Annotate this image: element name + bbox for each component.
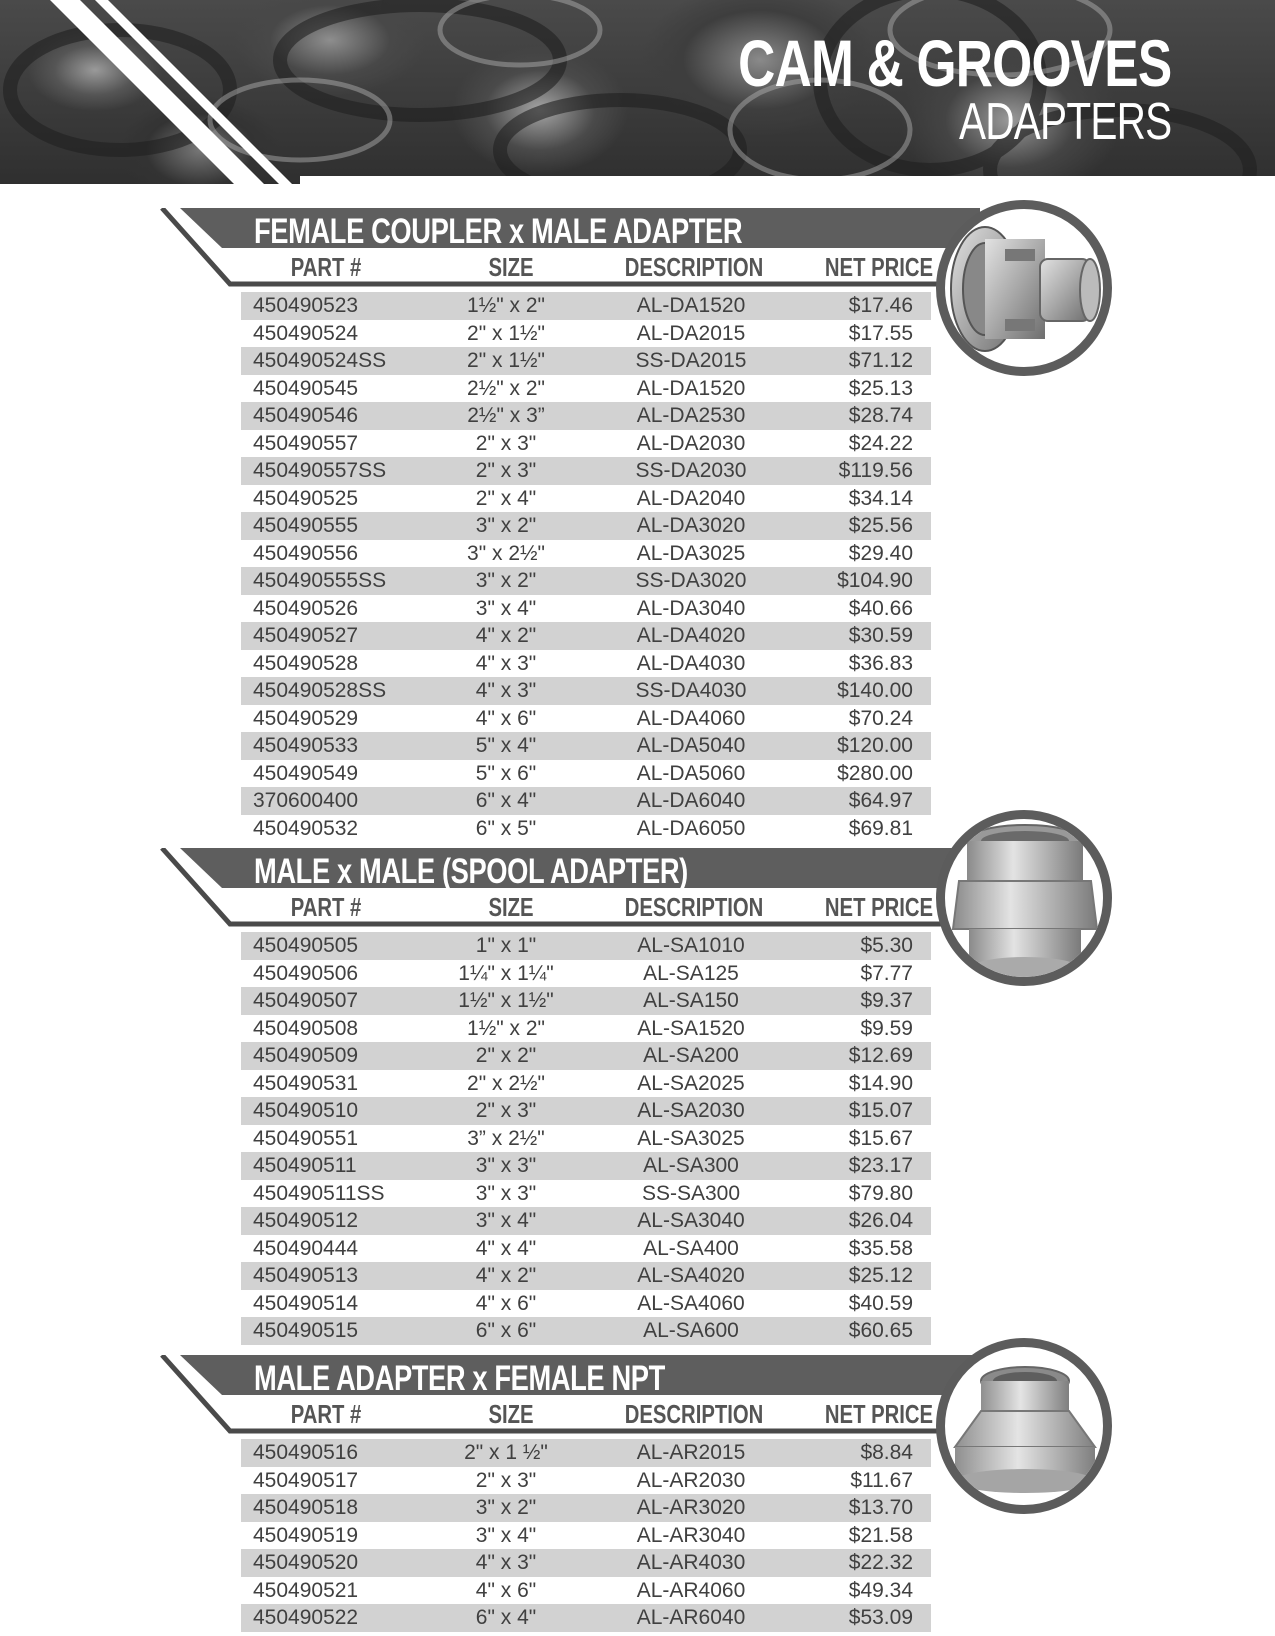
cell-part-number: 450490512: [253, 1209, 359, 1232]
cell-part-number: 450490444: [253, 1236, 359, 1260]
column-header-part: PART #: [290, 252, 362, 282]
cell-net-price: $28.74: [848, 404, 913, 427]
column-header-part: PART #: [290, 892, 362, 922]
cell-description: AL-DA5040: [636, 734, 746, 757]
cell-net-price: $14.90: [848, 1071, 913, 1095]
section-title: MALE x MALE (SPOOL ADAPTER): [254, 852, 688, 891]
cell-net-price: $8.84: [860, 1441, 913, 1464]
table-row: [241, 1070, 931, 1098]
cell-net-price: $24.22: [848, 431, 913, 455]
column-header-price: NET PRICE: [824, 892, 934, 922]
column-header-part: PART #: [290, 1399, 362, 1429]
table-row: [241, 732, 931, 760]
cell-size: 4" x 3": [475, 679, 537, 702]
cell-part-number: 450490549: [253, 761, 359, 785]
cell-size: 4" x 3": [475, 1551, 537, 1574]
table-row: [241, 1125, 931, 1153]
cell-description: AL-SA2025: [637, 1071, 745, 1095]
cell-description: AL-DA4030: [636, 651, 746, 675]
table-row: [241, 1494, 931, 1522]
cell-size: 1¼" x 1¼": [458, 961, 554, 985]
cell-description: SS-DA2030: [635, 459, 747, 482]
spool-adapter-photo-icon: [936, 810, 1112, 986]
cell-part-number: 450490516: [253, 1441, 359, 1464]
column-header-description: DESCRIPTION: [624, 252, 764, 282]
table-row: [241, 1207, 931, 1235]
cell-size: 2" x 3": [475, 459, 537, 482]
cell-description: AL-SA125: [643, 961, 739, 985]
cell-net-price: $49.34: [848, 1578, 913, 1602]
cell-part-number: 450490508: [253, 1016, 359, 1040]
table-row: [241, 1290, 931, 1318]
cell-part-number: 450490525: [253, 486, 359, 510]
table-row: [241, 650, 931, 678]
table-row: [241, 760, 931, 788]
cell-description: AL-SA1010: [637, 934, 745, 957]
cell-description: AL-AR3040: [636, 1523, 746, 1547]
cell-part-number: 450490528: [253, 651, 359, 675]
cell-net-price: $30.59: [848, 624, 913, 647]
cell-net-price: $29.40: [848, 541, 913, 565]
table-row: [241, 1467, 931, 1495]
cell-description: AL-SA200: [643, 1044, 739, 1067]
cell-size: 3" x 3": [475, 1181, 537, 1205]
table-row: [241, 320, 931, 348]
cell-net-price: $79.80: [848, 1181, 913, 1205]
cell-size: 6" x 6": [475, 1319, 537, 1342]
cell-part-number: 450490509: [253, 1044, 359, 1067]
cell-size: 1½" x 2": [467, 294, 545, 317]
table-row: [241, 512, 931, 540]
cell-part-number: 450490511: [253, 1154, 357, 1177]
cell-part-number: 450490532: [253, 816, 359, 840]
cell-description: AL-DA6050: [636, 816, 746, 840]
cell-size: 5" x 4": [475, 734, 537, 757]
cell-size: 2" x 3": [475, 1099, 537, 1122]
table-row: [241, 1439, 931, 1467]
cell-part-number: 450490523: [253, 294, 359, 317]
cell-size: 6" x 4": [475, 1606, 537, 1629]
cell-net-price: $7.77: [860, 961, 913, 985]
cell-net-price: $25.13: [848, 376, 913, 400]
cell-net-price: $26.04: [848, 1209, 913, 1232]
table-row: [241, 1262, 931, 1290]
cell-part-number: 450490510: [253, 1099, 359, 1122]
cell-part-number: 450490518: [253, 1496, 359, 1519]
cell-description: AL-AR2030: [636, 1468, 746, 1492]
cell-description: AL-DA4060: [636, 706, 746, 730]
cell-net-price: $140.00: [837, 679, 913, 702]
cell-part-number: 450490557: [253, 431, 359, 455]
cell-size: 2" x 1½": [467, 349, 545, 372]
cell-net-price: $9.59: [860, 1016, 913, 1040]
cell-size: 2½" x 3”: [467, 404, 545, 427]
cell-part-number: 450490515: [253, 1319, 359, 1342]
cell-net-price: $15.07: [848, 1099, 913, 1122]
header-banner: [0, 0, 1275, 192]
cell-part-number: 450490555SS: [253, 569, 387, 592]
cell-description: SS-DA2015: [635, 349, 747, 372]
cell-description: AL-DA2530: [636, 404, 746, 427]
table-row: [241, 1097, 931, 1125]
table-row: [241, 787, 931, 815]
cell-net-price: $40.66: [848, 596, 913, 620]
table-row: [241, 540, 931, 568]
cell-description: AL-SA3025: [637, 1126, 745, 1150]
cell-description: SS-SA300: [641, 1181, 741, 1205]
cell-size: 5" x 6": [475, 761, 537, 785]
table-row: [241, 595, 931, 623]
male-adapter-female-npt-photo-icon: [936, 1338, 1112, 1514]
cell-part-number: 450490520: [253, 1551, 359, 1574]
cell-net-price: $40.59: [848, 1291, 913, 1315]
cell-net-price: $104.90: [837, 569, 913, 592]
cell-part-number: 450490522: [253, 1606, 359, 1629]
cell-size: 4" x 2": [475, 1264, 537, 1287]
cell-description: AL-SA4060: [637, 1291, 745, 1315]
column-header-price: NET PRICE: [824, 1399, 934, 1429]
column-header-price: NET PRICE: [824, 252, 934, 282]
cell-description: AL-DA3025: [636, 541, 746, 565]
cell-part-number: 450490529: [253, 706, 359, 730]
cell-part-number: 450490545: [253, 376, 359, 400]
table-row: [241, 1235, 931, 1263]
cell-size: 2" x 3": [475, 431, 537, 455]
cell-size: 2" x 3": [475, 1468, 537, 1492]
cell-description: AL-DA3020: [636, 514, 746, 537]
cell-size: 3" x 4": [475, 1209, 537, 1232]
cell-part-number: 450490513: [253, 1264, 359, 1287]
column-header-size: SIZE: [488, 1399, 534, 1429]
cell-part-number: 450490526: [253, 596, 359, 620]
cell-part-number: 450490528SS: [253, 679, 387, 702]
cell-size: 2" x 1½": [467, 321, 545, 345]
cell-part-number: 450490517: [253, 1468, 359, 1492]
table-row: [241, 457, 931, 485]
cell-part-number: 450490533: [253, 734, 359, 757]
cell-part-number: 450490527: [253, 624, 359, 647]
column-header-size: SIZE: [488, 252, 534, 282]
cell-net-price: $71.12: [848, 349, 913, 372]
cell-size: 3" x 2½": [467, 541, 545, 565]
table-row: [241, 677, 931, 705]
cell-net-price: $70.24: [848, 706, 913, 730]
cell-description: AL-SA1520: [637, 1016, 745, 1040]
price-table: [241, 932, 931, 1345]
cell-description: AL-DA1520: [636, 376, 746, 400]
cell-part-number: 450490531: [253, 1071, 359, 1095]
cell-description: AL-DA2030: [636, 431, 746, 455]
cell-net-price: $12.69: [848, 1044, 913, 1067]
table-row: [241, 430, 931, 458]
table-row: [241, 1042, 931, 1070]
banner-title-main: CAM & GROOVES: [737, 26, 1171, 100]
cell-part-number: 450490519: [253, 1523, 359, 1547]
cell-part-number: 450490551: [253, 1126, 359, 1150]
banner-title-sub: ADAPTERS: [958, 93, 1171, 151]
price-table: [241, 292, 931, 842]
table-row: [241, 987, 931, 1015]
cell-description: AL-AR6040: [636, 1606, 746, 1629]
female-coupler-male-adapter-photo-icon: [936, 200, 1112, 376]
cell-net-price: $35.58: [848, 1236, 913, 1260]
cell-part-number: 450490521: [253, 1578, 359, 1602]
cell-description: AL-DA4020: [636, 624, 746, 647]
cell-size: 6" x 5": [475, 816, 537, 840]
cell-size: 4" x 6": [475, 706, 537, 730]
cell-description: AL-AR3020: [636, 1496, 746, 1519]
cell-size: 2" x 4": [475, 486, 537, 510]
cell-size: 4" x 6": [475, 1291, 537, 1315]
cell-net-price: $60.65: [848, 1319, 913, 1342]
cell-size: 6" x 4": [475, 789, 537, 812]
table-row: [241, 1522, 931, 1550]
cell-net-price: $36.83: [848, 651, 913, 675]
price-table: [241, 1439, 931, 1632]
cell-description: SS-DA3020: [635, 569, 747, 592]
table-row: [241, 705, 931, 733]
cell-size: 1½" x 2": [467, 1016, 545, 1040]
cell-size: 1" x 1": [475, 934, 537, 957]
column-header-description: DESCRIPTION: [624, 892, 764, 922]
cell-net-price: $11.67: [850, 1468, 913, 1492]
cell-part-number: 450490555: [253, 514, 359, 537]
table-row: [241, 485, 931, 513]
cell-description: AL-SA150: [643, 989, 739, 1012]
cell-net-price: $25.56: [848, 514, 913, 537]
cell-part-number: 450490514: [253, 1291, 359, 1315]
table-row: [241, 622, 931, 650]
cell-part-number: 450490511SS: [253, 1181, 385, 1205]
cell-part-number: 450490507: [253, 989, 359, 1012]
cell-part-number: 450490556: [253, 541, 359, 565]
cell-size: 2½" x 2": [467, 376, 545, 400]
table-row: [241, 932, 931, 960]
table-row: [241, 402, 931, 430]
cell-size: 1½" x 1½": [458, 989, 554, 1012]
cell-size: 3" x 2": [475, 569, 537, 592]
cell-net-price: $34.14: [848, 486, 913, 510]
cell-description: AL-SA4020: [637, 1264, 745, 1287]
table-row: [241, 292, 931, 320]
banner-title: [737, 26, 1171, 151]
cell-size: 3" x 4": [475, 596, 537, 620]
cell-part-number: 450490546: [253, 404, 359, 427]
cell-net-price: $22.32: [848, 1551, 913, 1574]
table-row: [241, 1152, 931, 1180]
cell-description: AL-DA5060: [636, 761, 746, 785]
table-row: [241, 1604, 931, 1632]
cell-description: AL-DA2015: [636, 321, 746, 345]
cell-size: 4" x 6": [475, 1578, 537, 1602]
cell-net-price: $120.00: [837, 734, 913, 757]
cell-part-number: 370600400: [253, 789, 359, 812]
cell-part-number: 450490524: [253, 321, 359, 345]
cell-part-number: 450490505: [253, 934, 359, 957]
cell-size: 3" x 3": [475, 1154, 537, 1177]
cell-size: 2" x 2½": [467, 1071, 545, 1095]
table-row: [241, 960, 931, 988]
table-row: [241, 1015, 931, 1043]
table-row: [241, 1317, 931, 1345]
cell-size: 4" x 4": [475, 1236, 537, 1260]
table-row: [241, 1577, 931, 1605]
cell-size: 3" x 2": [475, 1496, 537, 1519]
cell-description: AL-SA300: [643, 1154, 739, 1177]
cell-size: 3" x 2": [475, 514, 537, 537]
cell-net-price: $64.97: [848, 789, 913, 812]
cell-size: 2" x 2": [475, 1044, 537, 1067]
cell-description: AL-DA3040: [636, 596, 746, 620]
cell-description: AL-AR2015: [636, 1441, 746, 1464]
cell-size: 4" x 2": [475, 624, 537, 647]
cell-size: 2" x 1 ½": [464, 1441, 548, 1464]
section-title: MALE ADAPTER x FEMALE NPT: [254, 1359, 665, 1398]
cell-net-price: $69.81: [848, 816, 913, 840]
table-row: [241, 815, 931, 843]
cell-net-price: $119.56: [838, 459, 913, 482]
table-row: [241, 567, 931, 595]
section-title: FEMALE COUPLER x MALE ADAPTER: [254, 212, 743, 251]
cell-net-price: $5.30: [860, 934, 913, 957]
cell-description: AL-SA400: [643, 1236, 739, 1260]
cell-size: 4" x 3": [475, 651, 537, 675]
cell-net-price: $23.17: [848, 1154, 913, 1177]
cell-net-price: $15.67: [848, 1126, 913, 1150]
table-row: [241, 347, 931, 375]
cell-size: 3” x 2½": [467, 1126, 545, 1150]
cell-size: 3" x 4": [475, 1523, 537, 1547]
cell-description: AL-SA2030: [637, 1099, 745, 1122]
table-row: [241, 375, 931, 403]
cell-description: AL-DA2040: [636, 486, 746, 510]
column-header-description: DESCRIPTION: [624, 1399, 764, 1429]
cell-part-number: 450490506: [253, 961, 359, 985]
cell-net-price: $25.12: [848, 1264, 913, 1287]
cell-net-price: $53.09: [848, 1606, 913, 1629]
table-row: [241, 1180, 931, 1208]
cell-net-price: $13.70: [848, 1496, 913, 1519]
cell-description: AL-DA6040: [636, 789, 746, 812]
cell-part-number: 450490524SS: [253, 349, 387, 372]
cell-net-price: $21.58: [848, 1523, 913, 1547]
cell-net-price: $17.55: [848, 321, 913, 345]
cell-description: AL-SA3040: [637, 1209, 745, 1232]
cell-net-price: $280.00: [837, 761, 913, 785]
cell-net-price: $17.46: [848, 294, 913, 317]
cell-description: AL-DA1520: [636, 294, 746, 317]
cell-description: SS-DA4030: [635, 679, 747, 702]
cell-part-number: 450490557SS: [253, 459, 387, 482]
cell-description: AL-AR4060: [636, 1578, 746, 1602]
cell-description: AL-AR4030: [636, 1551, 746, 1574]
cell-description: AL-SA600: [643, 1319, 739, 1342]
column-header-size: SIZE: [488, 892, 534, 922]
cell-net-price: $9.37: [860, 989, 913, 1012]
table-row: [241, 1549, 931, 1577]
